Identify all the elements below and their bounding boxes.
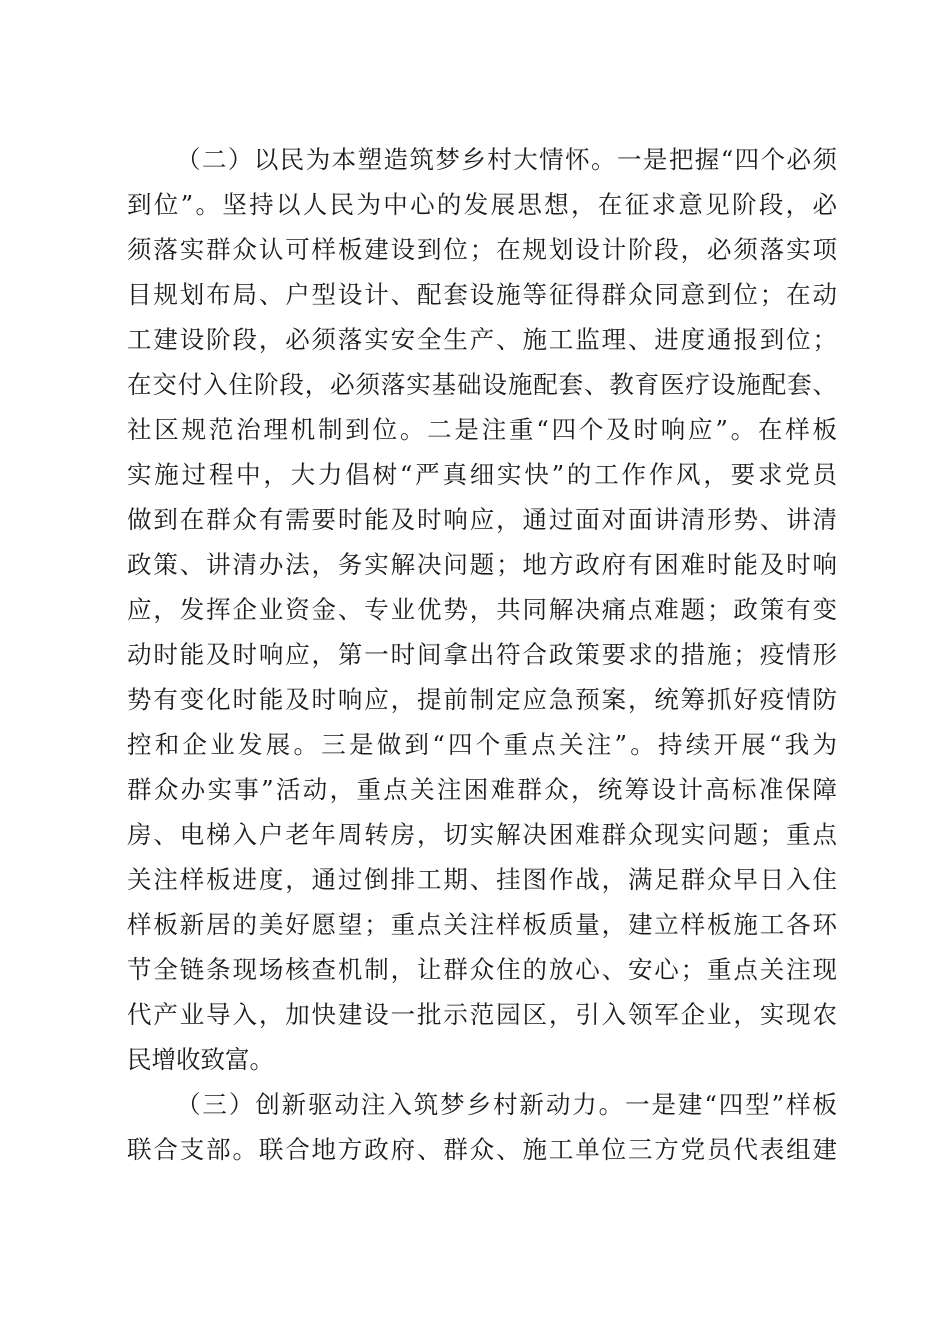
text-line: 联合支部。联合地方政府、群众、施工单位三方党员代表组建 [127, 1135, 837, 1164]
text-line: 在交付入住阶段，必须落实基础设施配套、教育医疗设施配套、 [127, 370, 837, 399]
text-line: 房、电梯入户老年周转房，切实解决困难群众现实问题；重点 [127, 820, 837, 849]
text-line: 实施过程中，大力倡树“严真细实快”的工作作风，要求党员 [127, 460, 837, 489]
paragraph-2-heading-line: （二）以民为本塑造筑梦乡村大情怀。一是把握“四个必须 [176, 145, 837, 174]
text-line: 到位”。坚持以人民为中心的发展思想，在征求意见阶段，必 [127, 190, 837, 219]
body-text [127, 137, 837, 1172]
text-line: 做到在群众有需要时能及时响应，通过面对面讲清形势、讲清 [127, 505, 837, 534]
paragraph-end-line: 民增收致富。 [127, 1045, 274, 1074]
text-line: 样板新居的美好愿望；重点关注样板质量，建立样板施工各环 [127, 910, 837, 939]
text-line: 控和企业发展。三是做到“四个重点关注”。持续开展“我为 [127, 730, 837, 759]
text-line: 目规划布局、户型设计、配套设施等征得群众同意到位；在动 [127, 280, 837, 309]
text-line: 政策、讲清办法，务实解决问题；地方政府有困难时能及时响 [127, 550, 837, 579]
text-line: 动时能及时响应，第一时间拿出符合政策要求的措施；疫情形 [127, 640, 837, 669]
text-line: 节全链条现场核查机制，让群众住的放心、安心；重点关注现 [127, 955, 837, 984]
text-line: 须落实群众认可样板建设到位；在规划设计阶段，必须落实项 [127, 235, 837, 264]
text-line: 势有变化时能及时响应，提前制定应急预案，统筹抓好疫情防 [127, 685, 837, 714]
text-line: 代产业导入，加快建设一批示范园区，引入领军企业，实现农 [127, 1000, 837, 1029]
text-line: 社区规范治理机制到位。二是注重“四个及时响应”。在样板 [127, 415, 837, 444]
text-line: 群众办实事”活动，重点关注困难群众，统筹设计高标准保障 [127, 775, 837, 804]
text-line: 关注样板进度，通过倒排工期、挂图作战，满足群众早日入住 [127, 865, 837, 894]
text-line: 应，发挥企业资金、专业优势，共同解决痛点难题；政策有变 [127, 595, 837, 624]
text-line: 工建设阶段，必须落实安全生产、施工监理、进度通报到位； [127, 325, 837, 354]
paragraph-3-heading-line: （三）创新驱动注入筑梦乡村新动力。一是建“四型”样板 [176, 1090, 837, 1119]
